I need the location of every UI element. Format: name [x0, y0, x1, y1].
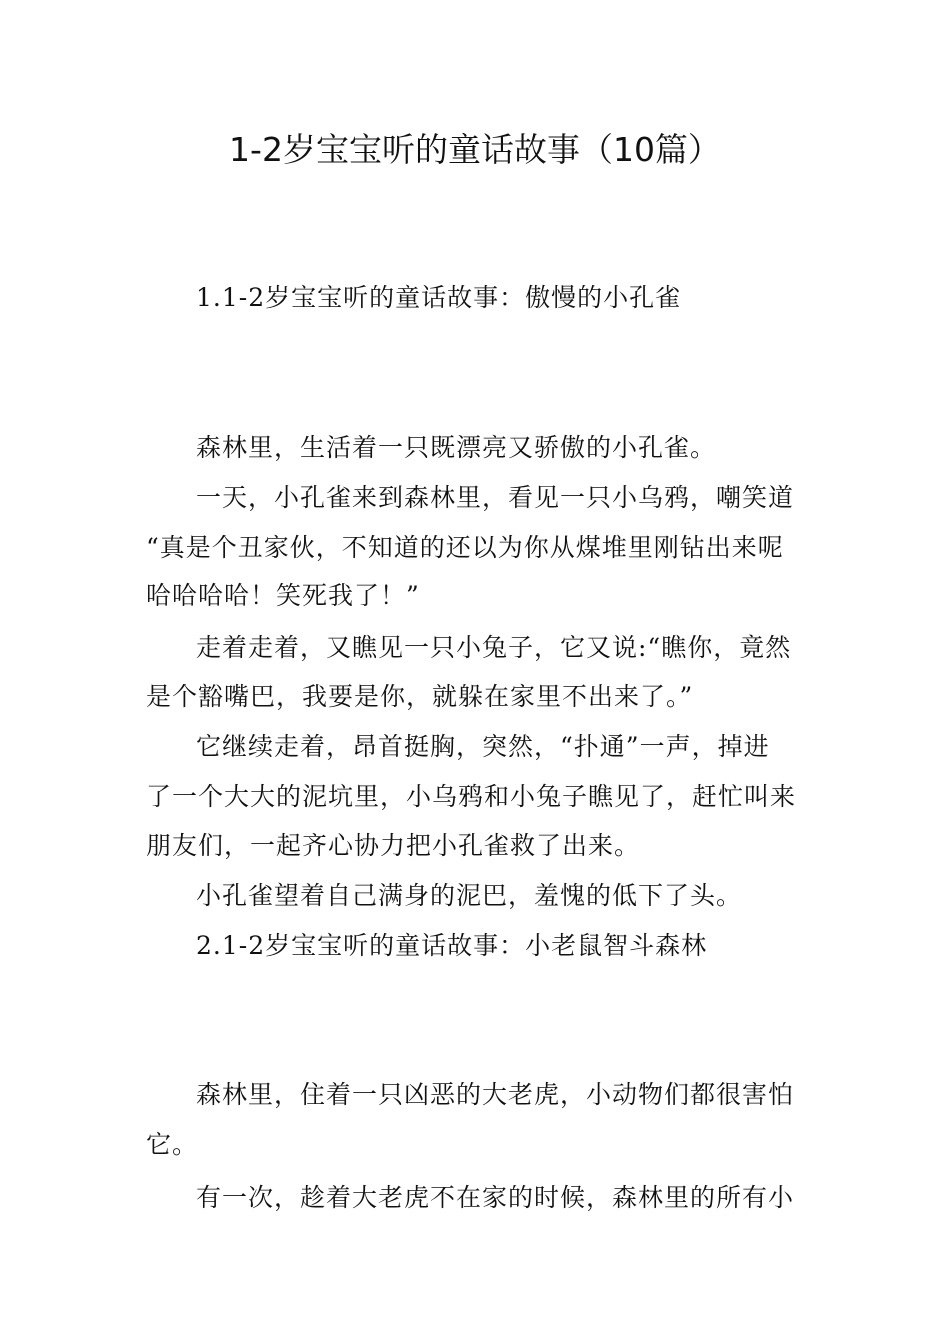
paragraph-line: 朋友们，一起齐心协力把小孔雀救了出来。 [146, 831, 641, 860]
paragraph-line: 森林里，生活着一只既漂亮又骄傲的小孔雀。 [196, 433, 717, 462]
paragraph-line: 是个豁嘴巴，我要是你，就躲在家里不出来了。” [146, 682, 694, 711]
paragraph-line: 小孔雀望着自己满身的泥巴，羞愧的低下了头。 [196, 881, 743, 910]
section-heading-1: 1.1-2岁宝宝听的童话故事：傲慢的小孔雀 [196, 283, 682, 312]
paragraph-line: 了一个大大的泥坑里，小乌鸦和小兔子瞧见了，赶忙叫来 [146, 782, 797, 811]
paragraph-line: 森林里，住着一只凶恶的大老虎，小动物们都很害怕 [196, 1080, 795, 1109]
paragraph-line: 一天，小孔雀来到森林里，看见一只小乌鸦，嘲笑道 [196, 483, 795, 512]
paragraph-line: 有一次，趁着大老虎不在家的时候，森林里的所有小 [196, 1183, 795, 1212]
paragraph-line: 它。 [146, 1130, 199, 1159]
paragraph-line: “真是个丑家伙，不知道的还以为你从煤堆里刚钻出来呢 [146, 533, 784, 562]
paragraph-line: 它继续走着，昂首挺胸，突然，“扑通”一声，掉进 [196, 732, 770, 761]
document-title: 1-2岁宝宝听的童话故事（10篇） [229, 130, 721, 169]
paragraph-line: 哈哈哈哈！笑死我了！” [146, 581, 420, 610]
paragraph-line: 走着走着，又瞧见一只小兔子，它又说:“瞧你，竟然 [196, 633, 792, 662]
section-heading-2: 2.1-2岁宝宝听的童话故事：小老鼠智斗森林 [196, 931, 708, 960]
